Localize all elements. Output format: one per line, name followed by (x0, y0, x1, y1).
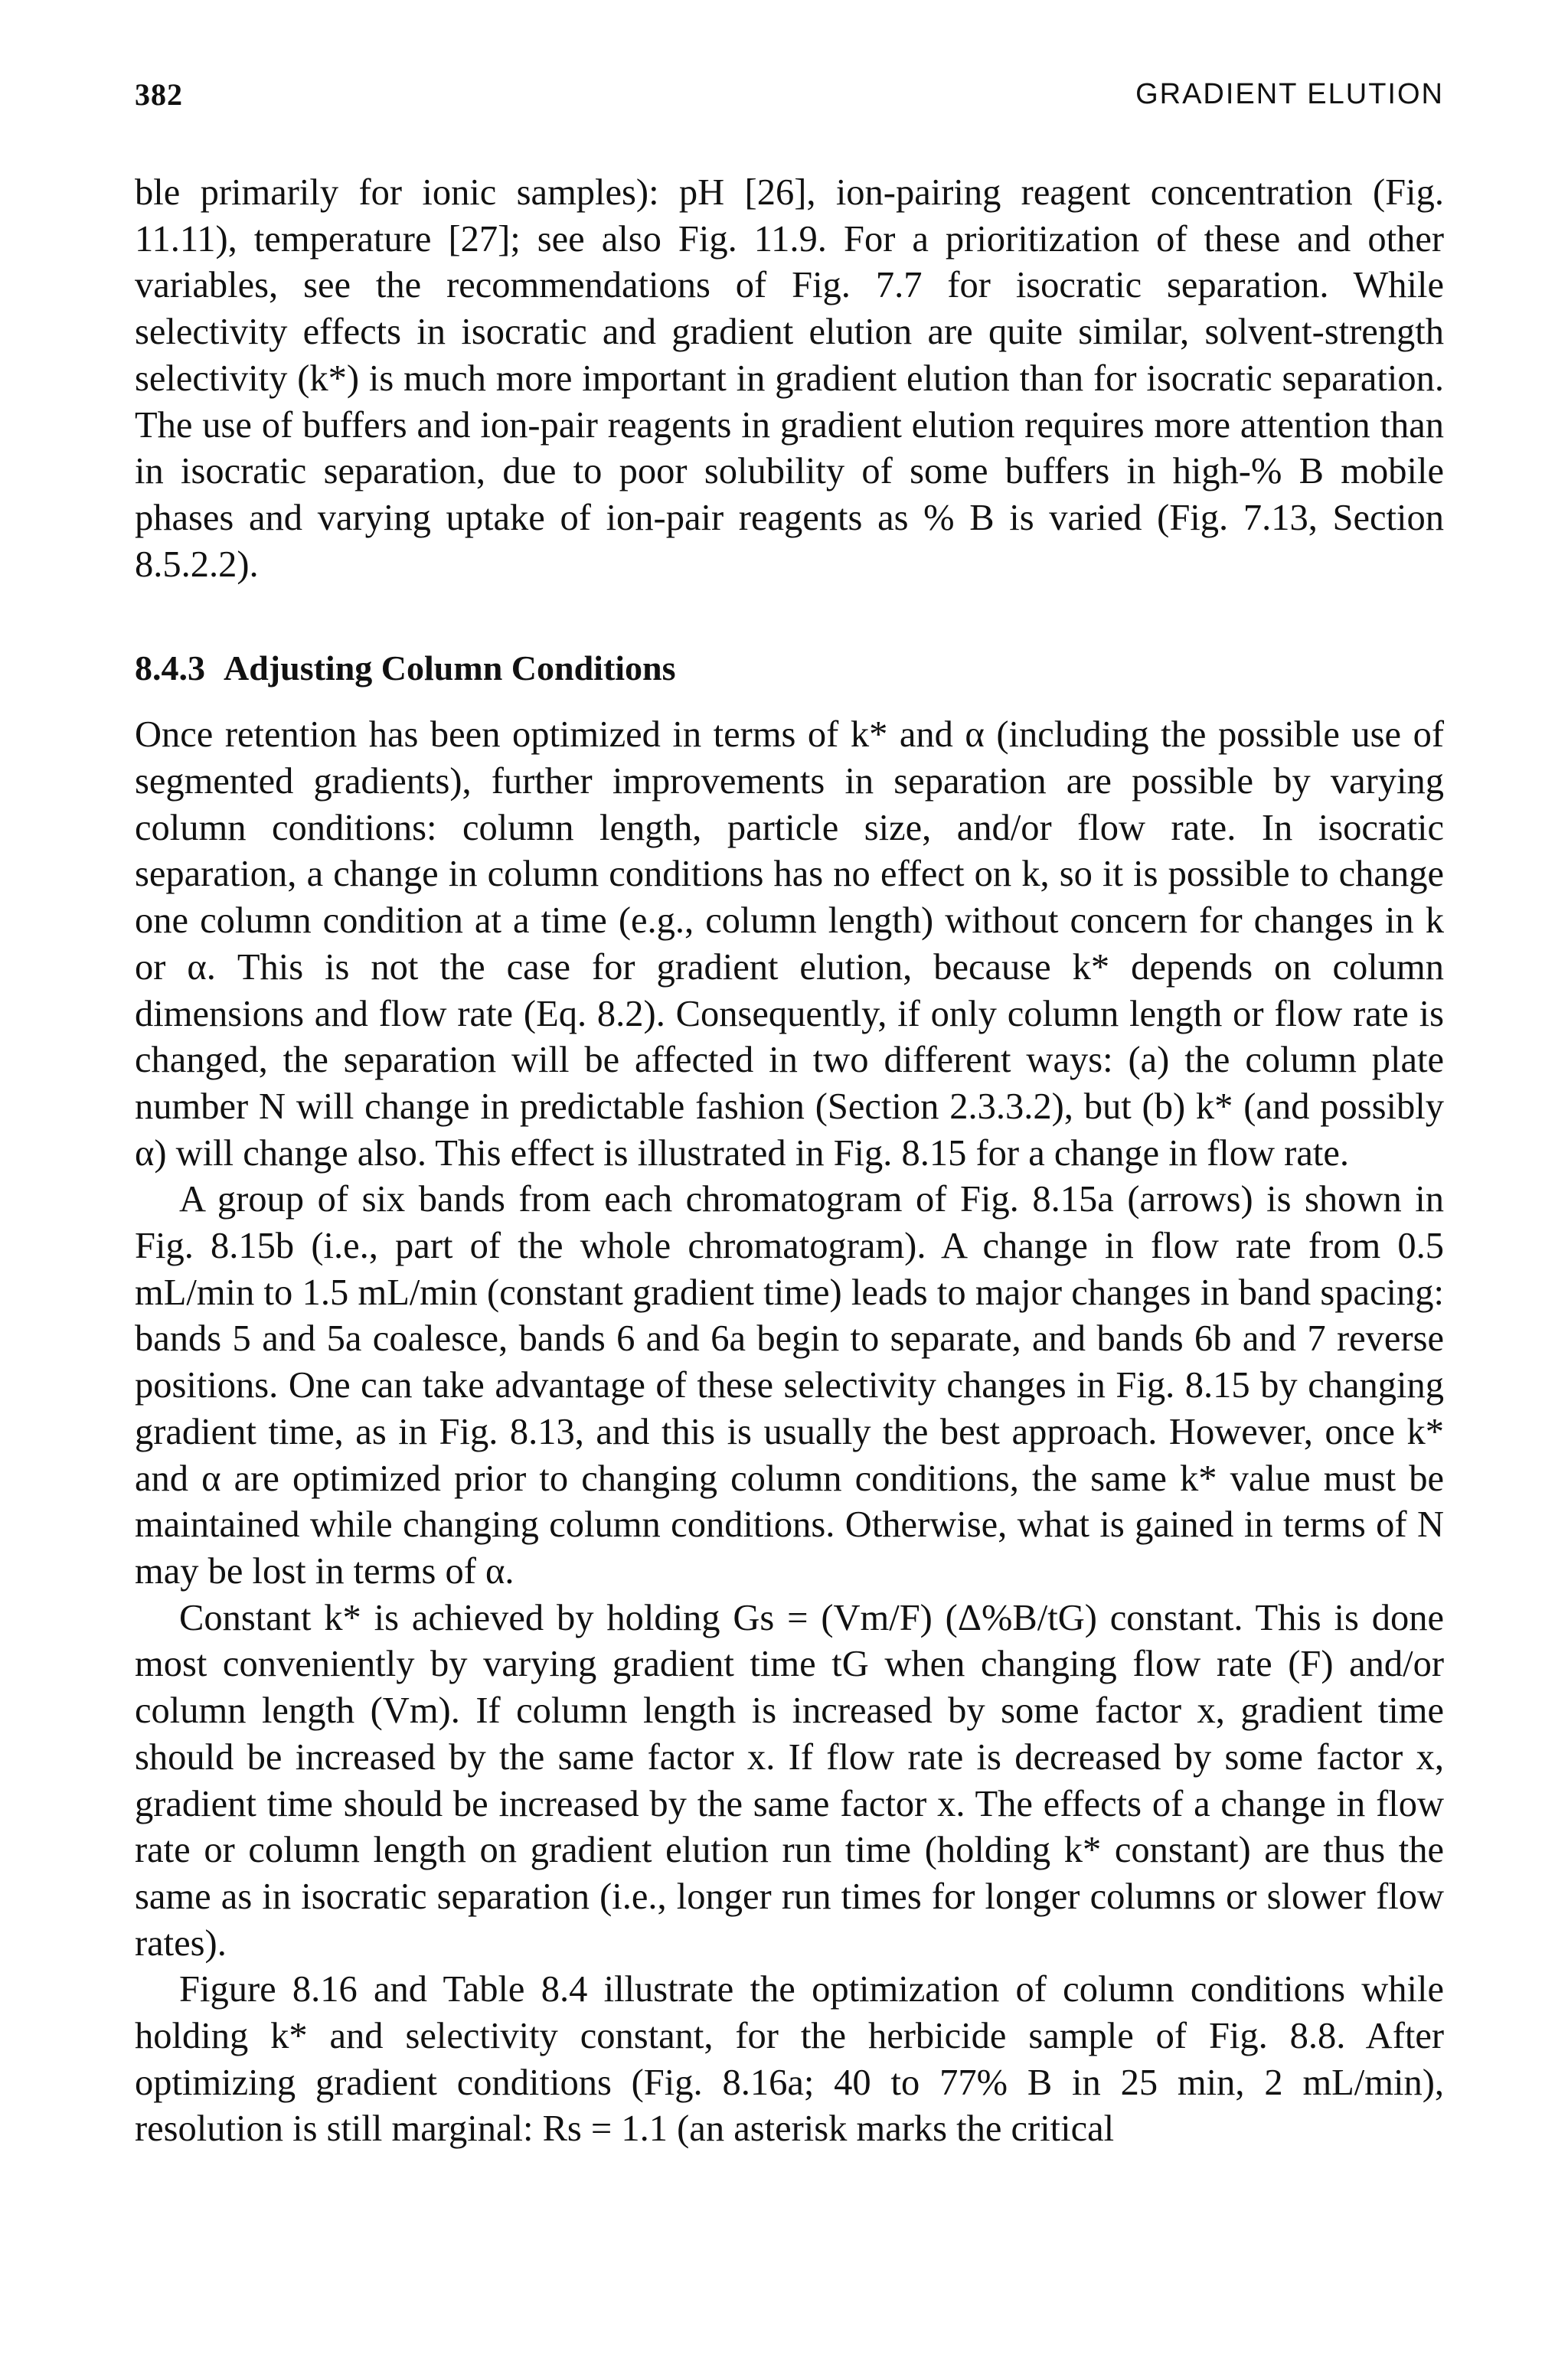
body-text (135, 170, 1444, 2153)
running-header (135, 70, 1444, 116)
paragraph-3: A group of six bands from each chromatogram of Fig. 8.15a (arrows) is shown in Fig. 8.15b (i.e., part of the whole chromatogram). A change in flow rate from 0.5 mL/min to 1.5 mL/min (constant gradient time) leads to major changes in band spacing: bands 5 and 5a coalesce, bands 6 and 6a begin to separate, and bands 6b and 7 reverse positions. One can take advantage of these selectivity changes in Fig. 8.15 by changing gradient time, as in Fig. 8.13, and this is usually the best approach. However, once k* and α are optimized prior to changing column conditions, the same k* value must be maintained while changing column conditions. Otherwise, what is gained in terms of N may be lost in terms of α. (135, 1179, 1444, 1592)
page-number: 382 (135, 77, 183, 112)
section-title: Adjusting Column Conditions (224, 648, 676, 688)
section-heading (135, 645, 1444, 691)
section-number: 8.4.3 (135, 648, 205, 688)
paragraph-5: Figure 8.16 and Table 8.4 illustrate the optimization of column conditions while holding k* and selectivity constant, for the herbicide sample of Fig. 8.8. After optimizing gradient conditions (Fig. 8.16a; 40 to 77% B in 25 min, 2 mL/min), resolution is still marginal: Rs = 1.1 (an asterisk marks the critical (135, 1969, 1444, 2150)
running-title: GRADIENT ELUTION (1135, 78, 1444, 110)
paragraph-2: Once retention has been optimized in terms of k* and α (including the possible use of segmented gradients), further improvements in separation are possible by varying column conditions: column length, particle size, and/or flow rate. In isocratic separation, a change in column conditions has no effect on k, so it is possible to change one column condition at a time (e.g., column length) without concern for changes in k or α. This is not the case for gradient elution, because k* depends on column dimensions and flow rate (Eq. 8.2). Consequently, if only column length or flow rate is changed, the separation will be affected in two different ways: (a) the column plate number N will change in predictable fashion (Section 2.3.3.2), but (b) k* (and possibly α) will change also. This effect is illustrated in Fig. 8.15 for a change in flow rate. (135, 714, 1444, 1174)
paragraph-1: ble primarily for ionic samples): pH [26], ion-pairing reagent concentration (Fig. 11.11), temperature [27]; see also Fig. 11.9. For a prioritization of these and other variables, see the recommendations of Fig. 7.7 for isocratic separation. While selectivity effects in isocratic and gradient elution are quite similar, solvent-strength selectivity (k*) is much more important in gradient elution than for isocratic separation. The use of buffers and ion-pair reagents in gradient elution requires more attention than in isocratic separation, due to poor solubility of some buffers in high-% B mobile phases and varying uptake of ion-pair reagents as % B is varied (Fig. 7.13, Section 8.5.2.2). (135, 172, 1444, 585)
paragraph-4: Constant k* is achieved by holding Gs = (Vm/F) (Δ%B/tG) constant. This is done most conveniently by varying gradient time tG when changing flow rate (F) and/or column length (Vm). If column length is increased by some factor x, gradient time should be increased by the same factor x. If flow rate is decreased by some factor x, gradient time should be increased by the same factor x. The effects of a change in flow rate or column length on gradient elution run time (holding k* constant) are thus the same as in isocratic separation (i.e., longer run times for longer columns or slower flow rates). (135, 1597, 1444, 1964)
document-page (135, 70, 1444, 2150)
